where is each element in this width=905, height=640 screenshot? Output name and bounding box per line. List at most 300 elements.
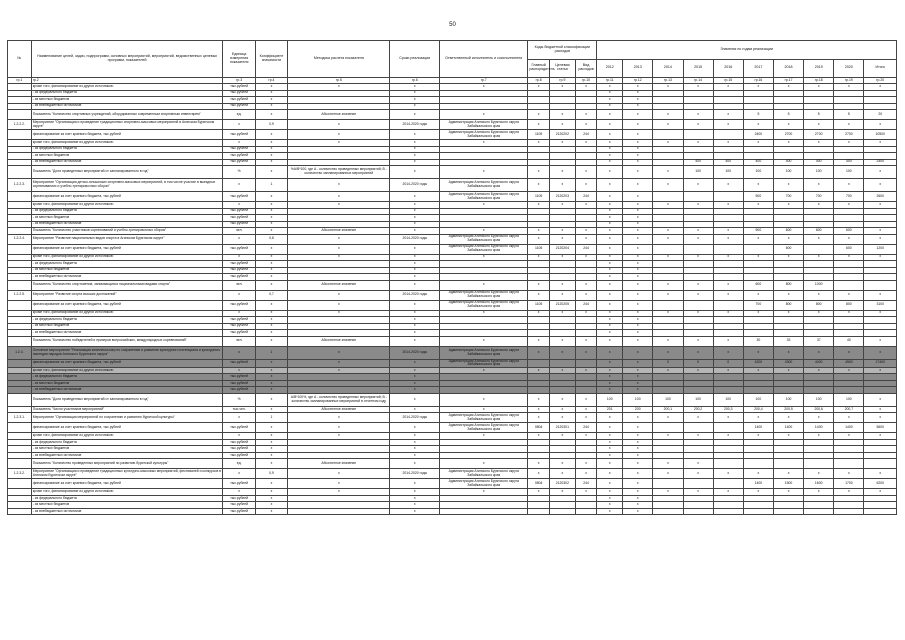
table-cell: x: [390, 274, 440, 281]
table-cell: x: [773, 290, 803, 300]
table-cell: x: [528, 120, 550, 130]
table-cell: x: [255, 439, 287, 446]
table-cell: x: [623, 300, 653, 310]
table-cell: x: [804, 346, 834, 359]
table-cell: 0,7: [255, 290, 287, 300]
table-cell: 500: [743, 192, 773, 202]
table-cell: 200,5: [773, 406, 803, 413]
table-cell: тыс.рублей: [223, 439, 255, 446]
table-cell: x: [223, 234, 255, 244]
table-cell: x: [597, 244, 623, 254]
table-cell: x: [743, 234, 773, 244]
table-cell: x: [804, 234, 834, 244]
table-cell: [713, 508, 743, 515]
table-row: [8, 469, 897, 479]
page-number: 50: [449, 22, 456, 28]
table-cell: финансирование за счет краевого бюджета, тыс.рублей: [31, 130, 223, 140]
table-cell: кроме того, финансирование из других источников:: [31, 433, 223, 440]
table-cell: x: [255, 103, 287, 110]
table-cell: x: [575, 234, 597, 244]
table-cell: 30: [743, 336, 773, 346]
table-cell: x: [288, 310, 390, 317]
table-cell: 1: [255, 346, 287, 359]
table-cell: [683, 130, 713, 140]
table-cell: 1400: [773, 423, 803, 433]
table-cell: x: [390, 103, 440, 110]
table-cell: x: [623, 159, 653, 166]
table-cell: [8, 130, 32, 140]
table-cell: x: [653, 310, 683, 317]
table-cell: x: [623, 330, 653, 337]
table-cell: x: [528, 290, 550, 300]
table-cell: x: [575, 310, 597, 317]
table-cell: 700: [834, 192, 864, 202]
table-row: [8, 280, 897, 290]
table-cell: кроме того, финансирование из других источников:: [31, 489, 223, 496]
table-cell: x: [390, 215, 440, 222]
col-year: 2016: [713, 59, 743, 78]
table-cell: x: [743, 367, 773, 374]
table-cell: x: [743, 346, 773, 359]
table-cell: x: [804, 84, 834, 91]
table-cell: %А/В*100, где А - количество проведенных мероприятий; В - количество запланированных мероприятий: [288, 166, 390, 179]
table-cell: x: [864, 393, 897, 406]
table-cell: x: [528, 166, 550, 179]
table-cell: 2400: [864, 159, 897, 166]
table-cell: 200,3: [713, 406, 743, 413]
table-cell: x: [713, 254, 743, 261]
table-cell: финансирование за счет краевого бюджета, тыс.рублей: [31, 423, 223, 433]
table-cell: x: [597, 380, 623, 387]
table-cell: x: [575, 489, 597, 496]
table-cell: - из федерального бюджета: [31, 495, 223, 502]
table-cell: [653, 423, 683, 433]
table-cell: x: [390, 310, 440, 317]
table-cell: x: [623, 433, 653, 440]
table-cell: 5: [804, 110, 834, 120]
table-cell: x: [597, 367, 623, 374]
table-cell: финансирование за счет краевого бюджета, тыс.рублей: [31, 300, 223, 310]
table-cell: x: [743, 310, 773, 317]
table-cell: x: [597, 387, 623, 394]
table-cell: x: [288, 192, 390, 202]
table-cell: x: [597, 90, 623, 97]
table-cell: x: [255, 110, 287, 120]
table-cell: - из местных бюджетов: [31, 380, 223, 387]
table-cell: 40: [834, 336, 864, 346]
table-cell: [834, 459, 864, 469]
table-cell: x: [597, 300, 623, 310]
table-cell: x: [804, 254, 834, 261]
table-cell: x: [440, 336, 528, 346]
table-cell: x: [773, 254, 803, 261]
table-cell: x: [223, 489, 255, 496]
col-name: Наименование целей, задач, подпрограмм, основных мероприятий, мероприятий, ведомственных целевых программ, показателей: [31, 41, 223, 78]
table-cell: 0,9: [255, 120, 287, 130]
table-cell: x: [743, 290, 773, 300]
table-cell: x: [575, 179, 597, 192]
table-cell: [8, 192, 32, 202]
table-cell: x: [575, 140, 597, 147]
table-cell: - из внебюджетных источников: [31, 103, 223, 110]
table-cell: x: [575, 110, 597, 120]
table-cell: - из внебюджетных источников: [31, 159, 223, 166]
table-cell: x: [683, 140, 713, 147]
table-cell: 5: [773, 110, 803, 120]
table-cell: x: [834, 413, 864, 423]
table-cell: x: [773, 469, 803, 479]
table-cell: 700: [743, 300, 773, 310]
table-cell: 700: [773, 192, 803, 202]
table-cell: x: [575, 254, 597, 261]
table-cell: 244: [575, 423, 597, 433]
table-cell: - из федерального бюджета: [31, 439, 223, 446]
table-cell: x: [549, 140, 575, 147]
table-cell: 1: [255, 179, 287, 192]
table-cell: x: [223, 310, 255, 317]
table-row: [8, 459, 897, 469]
table-cell: x: [597, 479, 623, 489]
table-cell: тыс.рублей: [223, 146, 255, 153]
table-cell: x: [864, 234, 897, 244]
table-cell: %: [223, 393, 255, 406]
table-cell: x: [804, 120, 834, 130]
table-cell: x: [390, 479, 440, 489]
table-cell: 400: [834, 159, 864, 166]
table-cell: тыс.рублей: [223, 84, 255, 91]
table-cell: x: [575, 413, 597, 423]
table-cell: x: [683, 433, 713, 440]
table-cell: x: [804, 413, 834, 423]
table-cell: x: [864, 290, 897, 300]
col-kbk-3: Вид расходов: [575, 59, 597, 78]
table-cell: 100: [653, 393, 683, 406]
table-cell: x: [597, 330, 623, 337]
table-cell: x: [255, 323, 287, 330]
table-cell: x: [390, 433, 440, 440]
table-cell: x: [804, 290, 834, 300]
table-cell: тыс.рублей: [223, 330, 255, 337]
table-cell: x: [390, 502, 440, 509]
table-cell: x: [864, 120, 897, 130]
table-cell: 1400: [743, 423, 773, 433]
table-cell: x: [528, 367, 550, 374]
table-cell: x: [834, 433, 864, 440]
table-cell: [8, 244, 32, 254]
table-cell: Показатель "Доля проведенных мероприятий от запланированного в год": [31, 166, 223, 179]
table-cell: тыс.рублей: [223, 387, 255, 394]
table-cell: 100: [834, 393, 864, 406]
table-cell: Мероприятие "Организация и проведение традиционных культурно-массовых мероприятий, фестивалей и конкурсов в Агинском Бурятском округе": [32, 469, 221, 477]
table-cell: x: [623, 446, 653, 453]
table-cell: [834, 280, 864, 290]
table-cell: x: [804, 489, 834, 496]
table-cell: x: [549, 336, 575, 346]
table-cell: [8, 508, 32, 515]
table-cell: x: [623, 192, 653, 202]
table-cell: x: [864, 228, 897, 235]
table-cell: [683, 423, 713, 433]
table-cell: x: [528, 202, 550, 209]
table-cell: x: [623, 459, 653, 469]
table-cell: x: [683, 120, 713, 130]
table-cell: x: [390, 330, 440, 337]
table-cell: - из внебюджетных источников: [31, 452, 223, 459]
table-cell: x: [390, 208, 440, 215]
table-cell: 600: [804, 228, 834, 235]
table-cell: x: [653, 290, 683, 300]
table-cell: x: [288, 423, 390, 433]
table-cell: [8, 300, 32, 310]
table-cell: 1700: [834, 479, 864, 489]
table-cell: x: [440, 433, 528, 440]
table-cell: x: [255, 452, 287, 459]
table-cell: [834, 508, 864, 515]
table-cell: x: [623, 215, 653, 222]
table-cell: x: [834, 254, 864, 261]
table-row: [8, 359, 897, 367]
table-cell: x: [743, 84, 773, 91]
table-cell: x: [597, 120, 623, 130]
table-cell: x: [223, 433, 255, 440]
table-cell: - из федерального бюджета: [31, 261, 223, 268]
table-cell: x: [623, 254, 653, 261]
table-cell: x: [864, 166, 897, 179]
table-cell: 2120205: [549, 300, 575, 310]
table-cell: [743, 459, 773, 469]
table-cell: Основное мероприятие "Реализация комплекса мер по сохранению и развитию культурного потенциала и культурного наследия народов Агинского Бурятского округа": [31, 346, 223, 359]
table-cell: x: [773, 202, 803, 209]
table-cell: [549, 508, 575, 515]
table-cell: x: [653, 202, 683, 209]
table-cell: тыс.рублей: [223, 97, 255, 104]
table-cell: - из федерального бюджета: [31, 317, 223, 324]
table-cell: x: [255, 228, 287, 235]
table-cell: [804, 508, 834, 515]
table-cell: 244: [575, 479, 597, 489]
table-cell: x: [653, 84, 683, 91]
table-cell: 33: [773, 336, 803, 346]
table-cell: x: [623, 502, 653, 509]
table-cell: x: [653, 346, 683, 359]
table-cell: x: [597, 439, 623, 446]
table-cell: x: [864, 254, 897, 261]
table-cell: x: [623, 221, 653, 228]
table-cell: 600: [743, 280, 773, 290]
table-cell: x: [223, 254, 255, 261]
table-cell: x: [623, 310, 653, 317]
table-cell: x: [713, 367, 743, 374]
table-cell: 1600: [804, 479, 834, 489]
table-cell: x: [528, 336, 550, 346]
table-cell: x: [255, 244, 287, 254]
table-cell: x: [390, 423, 440, 433]
table-cell: Абсолютное значение: [288, 280, 390, 290]
table-cell: [8, 166, 32, 179]
table-cell: x: [575, 346, 597, 359]
table-cell: x: [623, 280, 653, 290]
table-cell: 2014-2020 годы: [390, 234, 440, 244]
table-cell: 100: [683, 393, 713, 406]
table-cell: x: [390, 508, 440, 515]
table-cell: x: [773, 310, 803, 317]
table-cell: x: [390, 323, 440, 330]
table-cell: x: [623, 489, 653, 496]
table-row: [8, 234, 897, 244]
table-cell: 400: [713, 159, 743, 166]
table-cell: x: [804, 433, 834, 440]
table-cell: 2014-2020 годы: [390, 413, 440, 423]
table-cell: x: [549, 310, 575, 317]
table-row: [8, 413, 897, 423]
table-cell: 1.2.2.3.: [8, 179, 32, 192]
table-cell: 600: [834, 244, 864, 254]
table-cell: x: [713, 413, 743, 423]
table-cell: x: [597, 179, 623, 192]
table-cell: x: [597, 140, 623, 147]
table-cell: x: [288, 413, 390, 423]
table-cell: Мероприятие "Развитие национальных видов спорта в Агинском Бурятском округе": [31, 234, 223, 244]
table-cell: x: [390, 280, 440, 290]
table-cell: 1105: [528, 300, 550, 310]
table-cell: x: [223, 290, 255, 300]
table-cell: 0,8: [255, 234, 287, 244]
table-cell: x: [549, 413, 575, 423]
table-cell: x: [597, 346, 623, 359]
table-cell: x: [597, 508, 623, 515]
table-cell: x: [623, 317, 653, 324]
table-cell: x: [597, 221, 623, 228]
table-cell: [864, 459, 897, 469]
table-cell: x: [255, 423, 287, 433]
table-cell: 500: [743, 228, 773, 235]
table-cell: x: [288, 254, 390, 261]
table-cell: тыс.чел.: [223, 406, 255, 413]
table-cell: x: [390, 261, 440, 268]
table-cell: x: [597, 234, 623, 244]
table-cell: [653, 130, 683, 140]
table-cell: x: [804, 310, 834, 317]
table-cell: x: [528, 140, 550, 147]
table-row: [8, 290, 897, 300]
table-cell: x: [834, 120, 864, 130]
col-year: 2014: [653, 59, 683, 78]
table-cell: 0804: [528, 423, 550, 433]
table-cell: 100: [743, 166, 773, 179]
table-cell: - из федерального бюджета: [31, 90, 223, 97]
table-cell: x: [390, 367, 440, 374]
table-cell: - из внебюджетных источников: [31, 274, 223, 281]
table-cell: [683, 244, 713, 254]
table-cell: x: [288, 130, 390, 140]
table-cell: x: [623, 495, 653, 502]
table-cell: x: [597, 208, 623, 215]
table-cell: x: [713, 310, 743, 317]
table-cell: x: [653, 179, 683, 192]
table-cell: x: [597, 317, 623, 324]
table-cell: [528, 359, 550, 367]
table-cell: x: [390, 446, 440, 453]
table-cell: x: [834, 346, 864, 359]
table-cell: x: [597, 446, 623, 453]
table-cell: 4200: [743, 359, 773, 367]
table-cell: [773, 508, 803, 515]
table-cell: x: [713, 469, 743, 479]
table-cell: 1400: [804, 423, 834, 433]
table-cell: x: [223, 140, 255, 147]
table-cell: Мероприятие "Развитие спорта высших достижений": [31, 290, 223, 300]
table-cell: x: [255, 97, 287, 104]
table-cell: x: [549, 228, 575, 235]
table-cell: x: [255, 459, 287, 469]
table-cell: x: [864, 346, 897, 359]
table-cell: x: [288, 120, 390, 130]
column-number: гр.11: [597, 78, 623, 84]
table-cell: x: [653, 228, 683, 235]
table-cell: x: [549, 234, 575, 244]
table-cell: x: [223, 367, 255, 374]
table-cell: x: [440, 140, 528, 147]
table-cell: x: [623, 166, 653, 179]
table-cell: x: [575, 280, 597, 290]
table-cell: 3100: [864, 300, 897, 310]
table-cell: x: [653, 166, 683, 179]
table-row: [8, 336, 897, 346]
table-cell: - из местных бюджетов: [31, 267, 223, 274]
table-cell: x: [390, 97, 440, 104]
table-cell: x: [575, 367, 597, 374]
table-cell: x: [528, 234, 550, 244]
table-cell: x: [713, 489, 743, 496]
table-cell: x: [440, 406, 528, 413]
table-cell: x: [623, 140, 653, 147]
table-cell: x: [255, 166, 287, 179]
table-cell: [773, 459, 803, 469]
table-cell: x: [597, 215, 623, 222]
table-cell: x: [597, 413, 623, 423]
table-cell: x: [773, 84, 803, 91]
table-cell: x: [864, 310, 897, 317]
table-cell: Показатель "Доля проведенных мероприятий от запланированного в год": [31, 393, 223, 406]
table-cell: x: [288, 367, 390, 374]
table-cell: x: [390, 267, 440, 274]
table-cell: [528, 508, 550, 515]
table-cell: x: [549, 280, 575, 290]
table-cell: x: [623, 120, 653, 130]
table-cell: тыс.рублей: [223, 130, 255, 140]
table-cell: x: [223, 179, 255, 192]
table-cell: Администрация Агинского Бурятского округа Забайкальского края: [440, 413, 528, 423]
table-cell: x: [864, 336, 897, 346]
column-number: гр.20: [864, 78, 897, 84]
table-cell: x: [773, 140, 803, 147]
table-cell: x: [597, 374, 623, 381]
table-cell: тыс.рублей: [223, 208, 255, 215]
table-cell: 2700: [834, 130, 864, 140]
table-cell: 10500: [864, 130, 897, 140]
table-cell: x: [623, 234, 653, 244]
table-cell: x: [575, 166, 597, 179]
table-cell: 2120302: [549, 479, 575, 489]
table-cell: x: [597, 274, 623, 281]
table-cell: x: [713, 290, 743, 300]
table-cell: x: [549, 433, 575, 440]
table-cell: x: [597, 192, 623, 202]
table-cell: x: [653, 413, 683, 423]
table-cell: x: [575, 433, 597, 440]
table-cell: - из местных бюджетов: [31, 153, 223, 160]
table-cell: Абсолютное значение: [288, 110, 390, 120]
